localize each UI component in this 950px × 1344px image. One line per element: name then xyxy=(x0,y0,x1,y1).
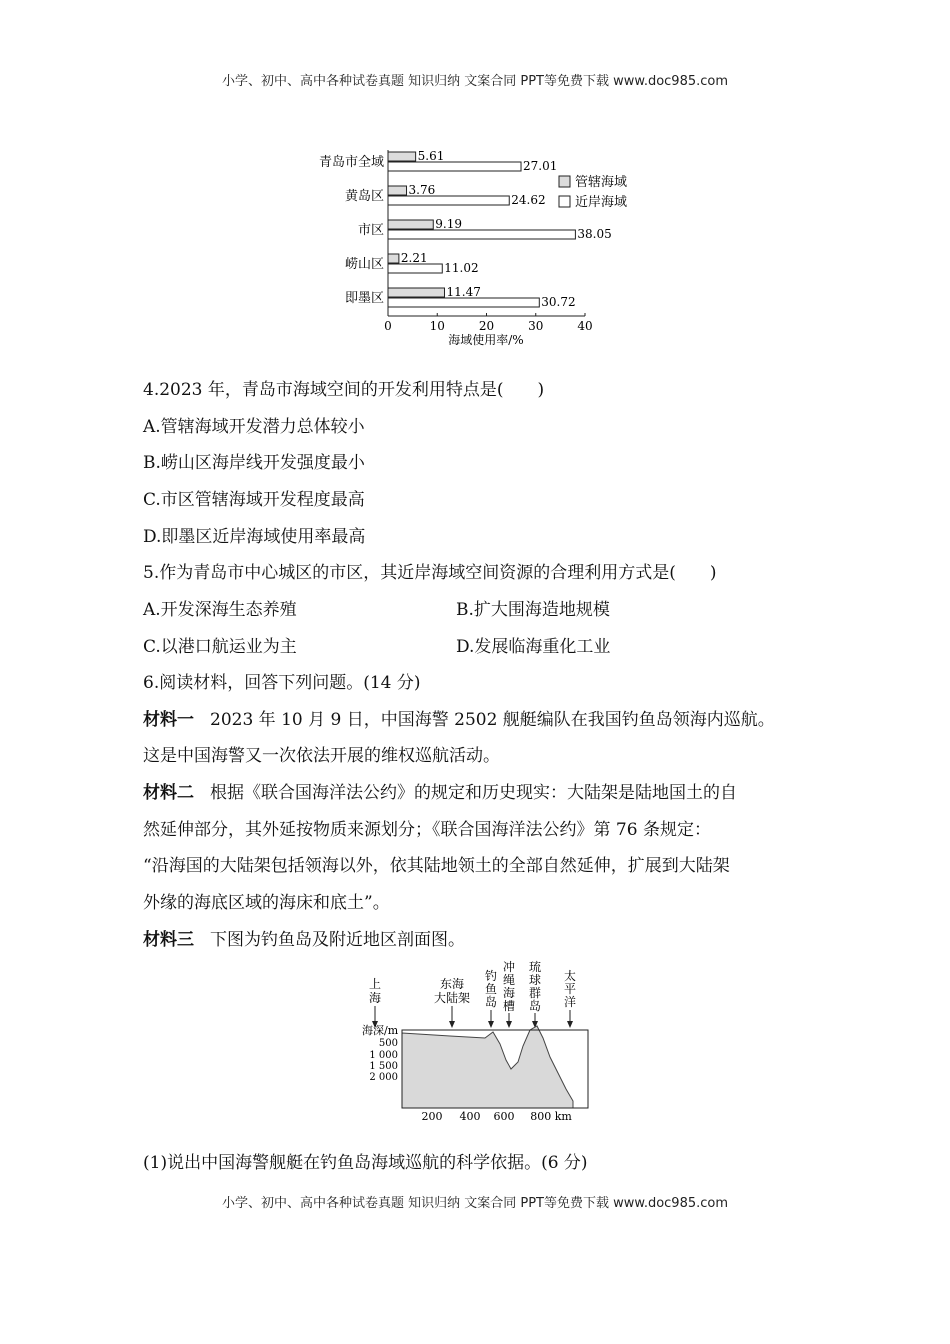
q6-stem: 6.阅读材料，回答下列问题。(14 分) xyxy=(143,673,421,693)
x-tick-label: 40 xyxy=(577,319,593,333)
q5-option-d: D.发展临海重化工业 xyxy=(456,637,611,657)
x-tick-label: 30 xyxy=(528,319,544,333)
material-1-line-2: 这是中国海警又一次依法开展的维权巡航活动。 xyxy=(143,746,500,766)
legend-swatch-managed xyxy=(559,176,570,187)
depth-tick: 2 000 xyxy=(369,1072,398,1083)
q5-option-b: B.扩大围海造地规模 xyxy=(456,600,610,620)
svg-text:东海: 东海 xyxy=(439,977,465,991)
svg-text:琉: 琉 xyxy=(528,960,542,974)
x-tick-label: 0 xyxy=(384,319,392,333)
svg-text:绳: 绳 xyxy=(502,973,516,987)
label-east-china-sea-shelf xyxy=(434,977,470,1028)
bar-chart xyxy=(300,140,660,355)
svg-text:鱼: 鱼 xyxy=(484,982,498,996)
q4-option-d: D.即墨区近岸海域使用率最高 xyxy=(143,527,366,547)
svg-text:冲: 冲 xyxy=(502,960,516,974)
bar xyxy=(388,264,442,273)
bar xyxy=(388,298,539,307)
bar xyxy=(388,162,521,171)
distance-ticks xyxy=(422,1110,573,1122)
material-2-label: 材料二 xyxy=(143,783,194,803)
bar-value-label: 38.05 xyxy=(577,227,612,241)
label-pacific-ocean xyxy=(564,968,576,1028)
material-3-line: 材料三 下图为钓鱼岛及附近地区剖面图。 xyxy=(143,930,465,950)
svg-text:球: 球 xyxy=(528,973,542,987)
svg-text:海: 海 xyxy=(502,986,516,1000)
category-label: 崂山区 xyxy=(344,257,384,272)
q5-stem: 5.作为青岛市中心城区的市区，其近岸海域空间资源的合理利用方式是( ) xyxy=(143,563,717,583)
label-shanghai xyxy=(369,976,381,1028)
bar xyxy=(388,220,433,229)
legend-label-managed: 管辖海域 xyxy=(575,175,628,190)
x-tick-label: 10 xyxy=(429,319,445,333)
svg-text:钓: 钓 xyxy=(484,969,498,983)
legend xyxy=(559,174,627,210)
material-1-line-1: 材料一 2023 年 10 月 9 日，中国海警 2502 舰艇编队在我国钓鱼岛领海内巡航。 xyxy=(143,710,775,730)
depth-tick: 1 000 xyxy=(369,1050,398,1061)
x-tick-label: 20 xyxy=(478,319,495,333)
bar xyxy=(388,254,399,263)
x-axis-title: 海域使用率/% xyxy=(448,333,524,347)
svg-text:岛: 岛 xyxy=(528,999,542,1013)
depth-axis-label: 海深/m xyxy=(362,1024,399,1037)
svg-text:太: 太 xyxy=(563,969,577,983)
category-label: 青岛市全域 xyxy=(318,155,384,170)
material-1-label: 材料一 xyxy=(143,710,194,730)
legend-swatch-nearshore xyxy=(559,196,570,207)
bar-value-label: 2.21 xyxy=(400,251,428,265)
legend-label-nearshore: 近岸海域 xyxy=(575,195,628,210)
q5-option-c: C.以港口航运业为主 xyxy=(143,637,297,657)
svg-text:上: 上 xyxy=(368,977,382,991)
distance-tick: 200 xyxy=(421,1110,443,1122)
material-2-line-4: 外缘的海底区域的海床和底土”。 xyxy=(143,893,390,913)
bar-value-label: 27.01 xyxy=(523,159,558,173)
svg-text:槽: 槽 xyxy=(502,999,516,1013)
seafloor-profile xyxy=(402,1026,573,1108)
svg-text:大陆架: 大陆架 xyxy=(433,991,471,1005)
distance-tick: 600 xyxy=(493,1110,515,1122)
page-footer: 小学、初中、高中各种试卷真题 知识归纳 文案合同 PPT等免费下载 www.doc985.com xyxy=(221,1196,729,1211)
bar-value-label: 5.61 xyxy=(417,149,445,163)
category-label: 市区 xyxy=(357,223,384,238)
svg-text:岛: 岛 xyxy=(484,995,498,1009)
bar xyxy=(388,152,416,161)
label-okinawa-trough xyxy=(503,959,515,1028)
bar-value-label: 11.47 xyxy=(446,285,481,299)
svg-text:洋: 洋 xyxy=(563,995,577,1009)
category-label: 即墨区 xyxy=(344,291,384,306)
svg-text:海: 海 xyxy=(368,991,382,1005)
q4-option-a: A.管辖海域开发潜力总体较小 xyxy=(143,417,365,437)
material-2-line-2: 然延伸部分，其外延按物质来源划分；《联合国海洋法公约》第 76 条规定： xyxy=(143,820,711,840)
bar xyxy=(388,230,575,239)
material-3-label: 材料三 xyxy=(143,930,194,950)
material-2-line-1: 材料二 根据《联合国海洋法公约》的规定和历史现实：大陆架是陆地国土的自 xyxy=(143,783,737,803)
category-labels xyxy=(319,154,384,306)
q6-sub-question-1: (1)说出中国海警舰艇在钓鱼岛海域巡航的科学依据。(6 分) xyxy=(143,1153,588,1173)
label-ryukyu-islands xyxy=(529,959,541,1028)
bar xyxy=(388,186,407,195)
distance-tick: 400 xyxy=(459,1110,481,1122)
svg-text:群: 群 xyxy=(528,986,542,1000)
depth-ticks xyxy=(369,1038,398,1083)
bar-value-label: 3.76 xyxy=(408,183,436,197)
bar-value-label: 11.02 xyxy=(444,261,479,275)
bar-value-label: 9.19 xyxy=(435,217,462,231)
category-label: 黄岛区 xyxy=(344,189,384,204)
bars xyxy=(388,152,575,307)
label-diaoyu-island xyxy=(485,969,497,1028)
q5-option-a: A.开发深海生态养殖 xyxy=(143,600,297,620)
bar xyxy=(388,288,444,297)
q4-stem: 4.2023 年，青岛市海域空间的开发利用特点是( ) xyxy=(143,380,545,400)
bar-value-label: 30.72 xyxy=(541,295,576,309)
cross-section-diagram xyxy=(340,958,610,1122)
q4-option-b: B.崂山区海岸线开发强度最小 xyxy=(143,453,365,473)
bar-value-label: 24.62 xyxy=(511,193,546,207)
depth-tick: 500 xyxy=(378,1038,398,1049)
q4-option-c: C.市区管辖海域开发程度最高 xyxy=(143,490,365,510)
svg-text:平: 平 xyxy=(563,982,577,996)
depth-tick: 1 500 xyxy=(369,1061,398,1072)
page-header: 小学、初中、高中各种试卷真题 知识归纳 文案合同 PPT等免费下载 www.doc985.com xyxy=(221,74,729,89)
distance-tick: 800 km xyxy=(530,1110,572,1122)
material-2-line-3: “沿海国的大陆架包括领海以外，依其陆地领土的全部自然延伸，扩展到大陆架 xyxy=(143,856,730,876)
bar xyxy=(388,196,509,205)
